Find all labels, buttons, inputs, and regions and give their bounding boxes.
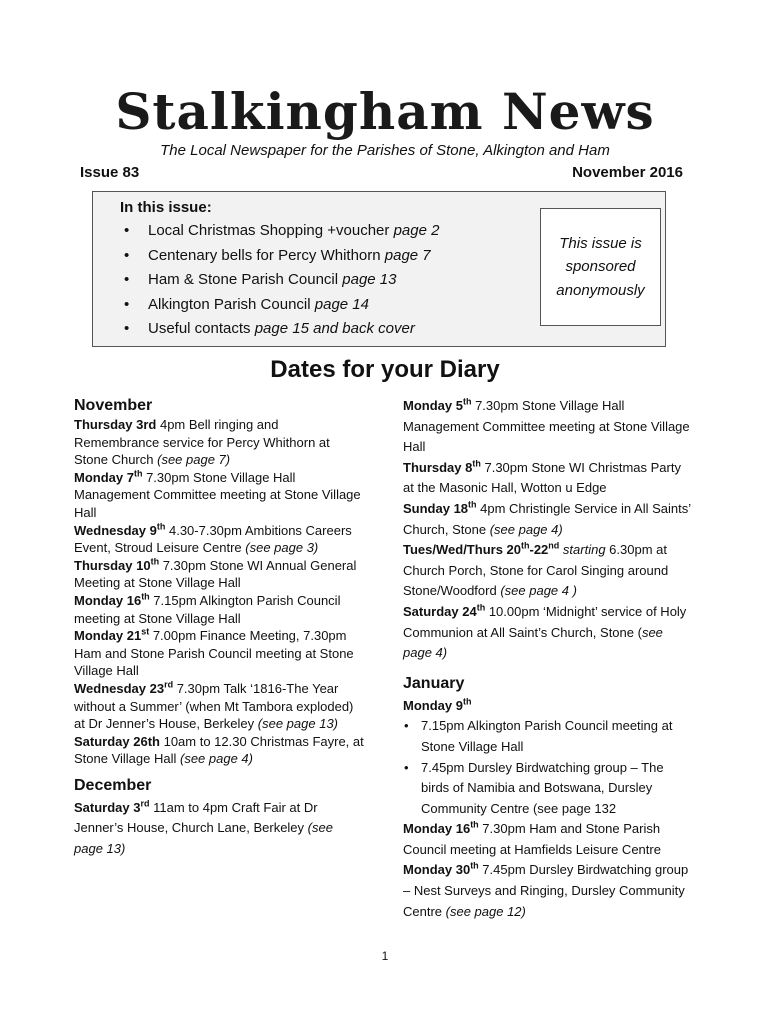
entry-day-suffix: nd [548, 540, 560, 551]
entry-day-suffix: th [141, 591, 150, 602]
diary-left-column [74, 396, 364, 860]
entry-text: 7.45pm Dursley Birdwatching group – Nest Surveys and Ringing, Dursley Community Centre [403, 862, 689, 919]
sponsor-box: This issue is sponsored anonymously [540, 208, 661, 326]
entry-note: (see page 3) [245, 540, 319, 556]
diary-title: Dates for your Diary [270, 356, 500, 383]
entry-day: Thursday 10 [74, 557, 151, 573]
entry-day: Thursday 8 [403, 459, 473, 475]
entry-text: 7.15pm Alkington Parish Council meeting at Stone Village Hall [74, 592, 341, 626]
contents-list [120, 219, 439, 342]
month-heading-november: November [74, 397, 153, 414]
diary-entry [74, 798, 364, 860]
contents-item-page: page 14 [314, 295, 369, 313]
entry-day: Monday 21 [74, 628, 142, 644]
entry-text: 4pm Christingle Service in All Saints’ Church, Stone [403, 500, 691, 537]
page-number: 1 [381, 949, 389, 963]
masthead-title: Stalkingham News [115, 82, 655, 141]
contents-item-text: Alkington Parish Council [148, 295, 315, 313]
entry-day: Thursday 3rd [74, 417, 157, 432]
diary-entry [403, 499, 695, 540]
entry-text: 7.30pm Stone WI Christmas Party at the Masonic Hall, Wotton u Edge [403, 459, 681, 496]
entry-day: Sunday 18 [403, 500, 469, 516]
diary-entry [74, 522, 364, 557]
entry-day-suffix: th [462, 696, 472, 707]
diary-right-column [403, 396, 695, 922]
entry-day-suffix: rd [164, 679, 174, 690]
entry-day-suffix: th [468, 499, 477, 510]
entry-day-suffix: st [141, 626, 150, 637]
contents-item-page: page 13 [342, 271, 397, 288]
contents-item [120, 268, 439, 293]
entry-day: Wednesday 23 [74, 680, 165, 696]
list-item: • 7.15pm Alkington Parish Council meeting at Stone Village Hall [403, 716, 695, 757]
entry-day-suffix: th [156, 521, 166, 532]
entry-day: Monday 7 [74, 469, 134, 485]
in-this-issue-box [92, 191, 666, 347]
entry-note: (see page 7) [157, 452, 231, 468]
contents-item-text: Centenary bells for Percy Whithorn [148, 246, 385, 264]
tagline: The Local Newspaper for the Parishes of Stone, Alkington and Ham [160, 142, 610, 159]
entry-day-suffix: th [472, 458, 481, 469]
diary-entry [403, 458, 695, 499]
diary-entry [74, 592, 364, 627]
diary-entry [74, 469, 364, 522]
entry-day-suffix: th [521, 540, 530, 551]
diary-entry [403, 696, 695, 717]
diary-entry [403, 819, 695, 860]
entry-text: 11am to 4pm Craft Fair at Dr Jenner’s House, Church Lane, Berkeley [74, 799, 318, 836]
entry-day: Saturday 24 [403, 603, 477, 619]
entry-text: 7.30pm Stone Village Hall Management Committee meeting at Stone Village Hall [74, 469, 361, 520]
entry-day: Wednesday 9 [74, 522, 157, 538]
entry-day-suffix: th [133, 468, 143, 479]
entry-text: 7.30pm Stone WI Annual General Meeting at Stone Village Hall [74, 557, 357, 591]
entry-day: Monday 5 [403, 398, 463, 413]
diary-entry [403, 602, 695, 664]
entry-day: Monday 30 [403, 862, 471, 878]
entry-note: (see page 13) [74, 820, 333, 857]
diary-entry [74, 680, 364, 733]
entry-day: Tues/Wed/Thurs 20 [403, 542, 521, 558]
entry-text: 7.30pm Ham and Stone Parish Council meeting at Hamfields Leisure Centre [403, 821, 661, 857]
in-this-issue-heading: In this issue: [120, 199, 212, 216]
entry-day-suffix: th [462, 396, 472, 407]
issue-date: November 2016 [572, 164, 683, 181]
entry-pre-note: starting [562, 542, 606, 558]
entry-day-suffix: rd [140, 798, 150, 809]
month-heading-december: December [74, 776, 152, 794]
entry-text: 10am to 12.30 Christmas Fayre, at Stone Village Hall [74, 733, 364, 767]
contents-item [120, 219, 439, 244]
entry-day: Saturday 26th [74, 733, 160, 749]
contents-item [120, 293, 439, 318]
diary-entry [74, 557, 364, 592]
entry-day: Monday 16 [74, 592, 142, 608]
entry-text: 7.30pm Stone Village Hall Management Committee meeting at Stone Village Hall [403, 398, 690, 455]
entry-note: (see page 4) [489, 521, 563, 537]
contents-item-page: page 2 [393, 222, 440, 239]
january-bullet-list [403, 716, 695, 819]
entry-text: 10.00pm ‘Midnight’ service of Holy Communion at All Saint’s Church, Stone ( [403, 603, 687, 640]
entry-day: Monday 16 [403, 821, 471, 837]
diary-entry [403, 860, 695, 922]
month-heading-january: January [403, 674, 465, 692]
entry-note: (see page 13) [257, 716, 339, 732]
contents-item-text: Local Christmas Shopping +voucher [148, 222, 394, 239]
entry-day-range-end: -22 [529, 542, 549, 558]
entry-note: (see page 4 ) [500, 583, 577, 599]
contents-item [120, 317, 439, 342]
contents-item-page: page 7 [384, 246, 431, 264]
issue-number: Issue 83 [80, 164, 140, 181]
list-item: • 7.45pm Dursley Birdwatching group – The birds of Namibia and Botswana, Dursley Community Centre (see page 132 [403, 758, 695, 820]
entry-day: Saturday 3 [74, 799, 141, 815]
entry-text: 4.30-7.30pm Ambitions Careers Event, Stroud Leisure Centre [74, 522, 352, 556]
entry-day: Monday 9 [403, 697, 463, 713]
entry-text: 6.30pm at Church Porch, Stone for Carol Singing around Stone/Woodford [403, 542, 669, 599]
entry-day-suffix: th [470, 819, 479, 830]
contents-item-text: Ham & Stone Parish Council [148, 271, 343, 288]
contents-item [120, 244, 439, 269]
contents-item-page: page 15 and back cover [254, 320, 415, 337]
entry-note: (see page 4) [180, 751, 253, 767]
diary-entry [403, 540, 695, 602]
diary-entry [403, 396, 695, 458]
entry-text: 7.00pm Finance Meeting, 7.30pm Ham and Stone Parish Council meeting at Stone Village Hall [74, 628, 354, 679]
diary-entry [74, 627, 364, 680]
entry-day-suffix: th [150, 556, 160, 567]
entry-text: 7.30pm Talk ‘1816-The Year without a Summer’ (when Mt Tambora exploded) at Dr Jenner’s House, Berkeley [74, 680, 354, 732]
entry-note: see page 4) [403, 624, 663, 661]
entry-text: 4pm Bell ringing and Remembrance service for Percy Whithorn at Stone Church [74, 417, 330, 468]
entry-day-suffix: th [476, 602, 486, 613]
diary-entry [74, 733, 364, 768]
diary-entry [74, 416, 364, 469]
entry-day-suffix: th [470, 861, 479, 872]
contents-item-text: Useful contacts [148, 320, 255, 337]
entry-note: (see page 12) [445, 903, 526, 919]
